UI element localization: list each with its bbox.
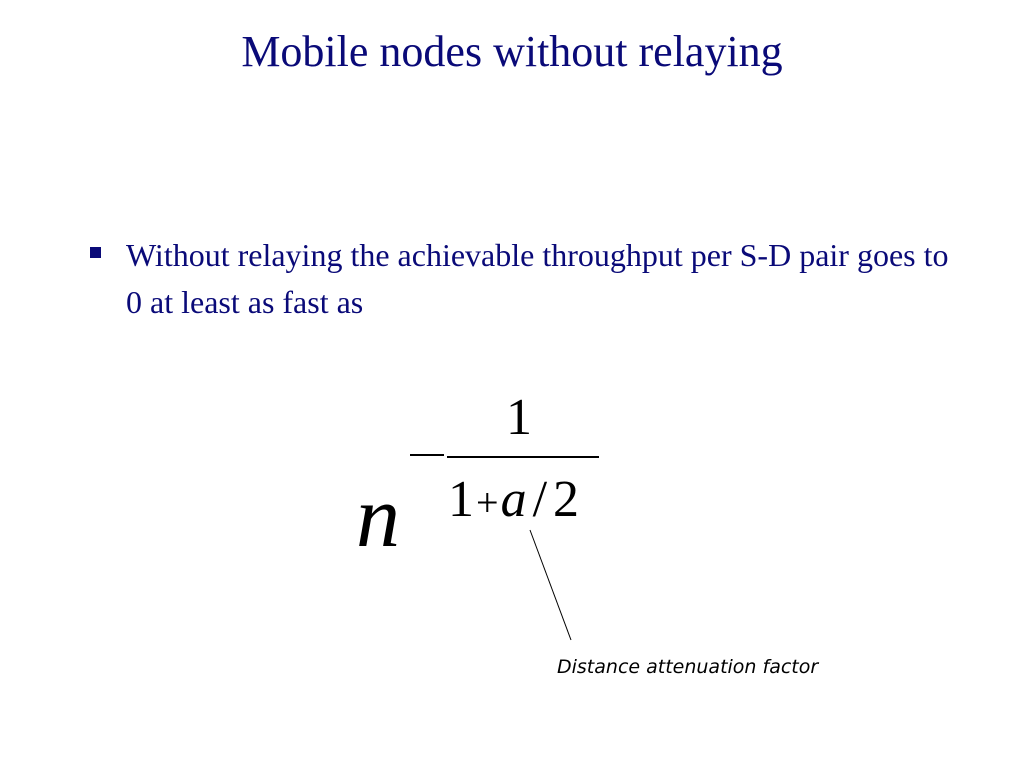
annotation-label: Distance attenuation factor (557, 656, 819, 678)
denominator-variable: a (500, 471, 527, 528)
bullet-text: Without relaying the achievable throughput per S-D pair goes to 0 at least as fast as (126, 237, 949, 320)
denominator-one: 1 (448, 471, 474, 528)
denominator-two: 2 (553, 471, 580, 528)
pointer-line (530, 530, 571, 640)
slide-title: Mobile nodes without relaying (241, 27, 783, 76)
formula-numerator: 1 (506, 389, 532, 446)
formula-base: n (356, 469, 400, 566)
denominator-slash: / (532, 471, 548, 528)
denominator-plus: + (476, 480, 499, 525)
